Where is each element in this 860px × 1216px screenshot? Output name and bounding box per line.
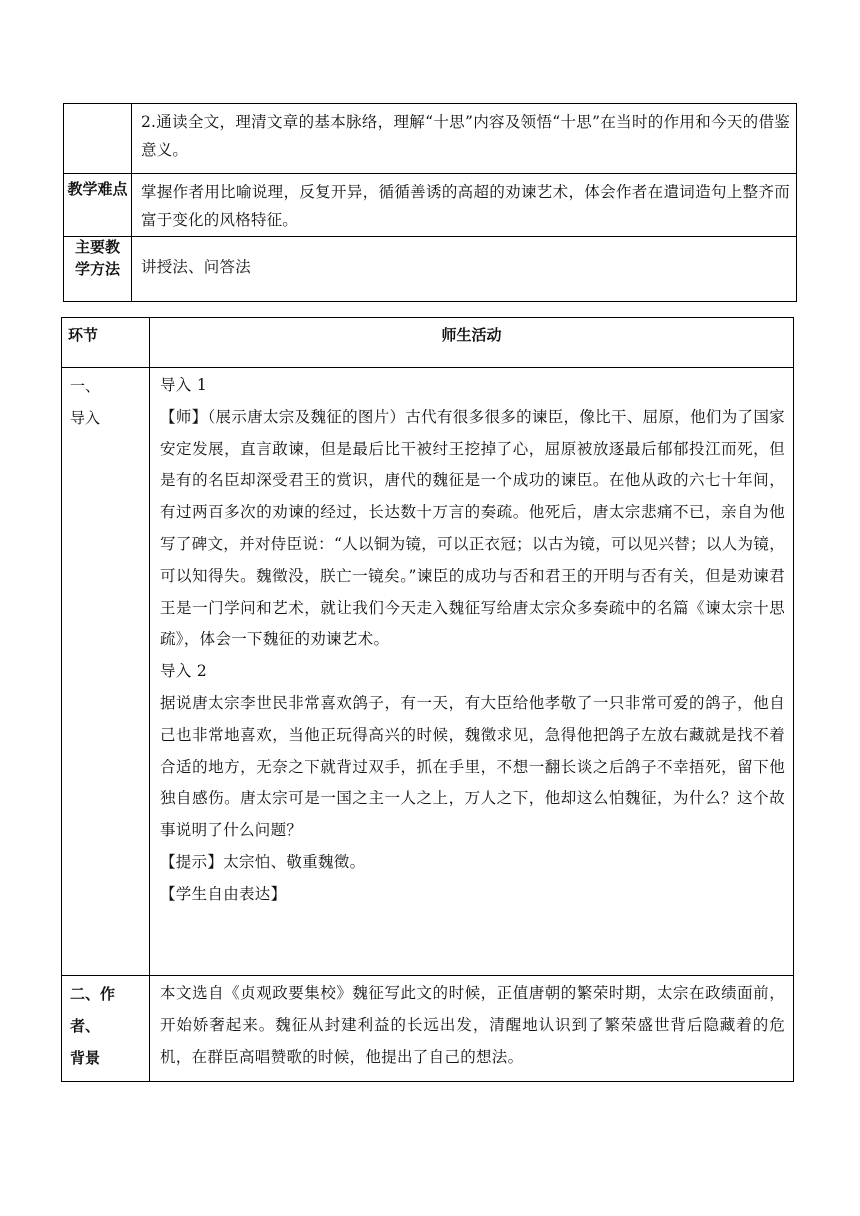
difficulty-label: 教学难点 bbox=[64, 174, 132, 237]
section-intro-row bbox=[62, 368, 794, 976]
objective-content: 2.通读全文，理清文章的基本脉络，理解“十思”内容及领悟“十思”在当时的作用和今天的借鉴意义。 bbox=[132, 104, 797, 174]
stage-header: 环节 bbox=[62, 318, 150, 368]
stage-title: 背景 bbox=[70, 1049, 101, 1067]
objectives-table bbox=[63, 103, 797, 302]
difficulty-content: 掌握作者用比喻说理，反复开异，循循善诱的高超的劝谏艺术，体会作者在遣词造句上整齐而富于变化的风格特征。 bbox=[132, 174, 797, 237]
stage-number: 一、 bbox=[70, 377, 101, 395]
intro-1-text: 【师】（展示唐太宗及魏征的图片）古代有很多很多的谏臣，像比干、屈原，他们为了国家安定发展，直言敢谏，但是最后比干被纣王挖掉了心，屈原被放逐最后郁郁投江而死，但是有的名臣却深受君王的赏识，唐代的魏征是一个成功的谏臣。在他从政的六七十年间，有过两百多次的劝谏的经过，长达数十万言的奏疏。他死后，唐太宗悲痛不已，亲自为他写了碑文，并对侍臣说：“人以铜为镜，可以正衣冠；以古为镜，可以见兴替；以人为镜，可以知得失。魏徵没，朕亡一镜矣。”谏臣的成功与否和君王的开明与否有关，但是劝谏君王是一门学问和艺术，就让我们今天走入魏征写给唐太宗众多奏疏中的名篇《谏太宗十思疏》，体会一下魏征的劝谏艺术。 bbox=[160, 407, 785, 649]
objectives-row bbox=[64, 104, 797, 174]
difficulty-row bbox=[64, 174, 797, 237]
section-background-row bbox=[62, 976, 794, 1082]
stage-title: 导入 bbox=[70, 409, 101, 427]
background-activity bbox=[150, 976, 794, 1082]
hint-text: 【提示】太宗怕、敬重魏徵。 bbox=[160, 852, 366, 871]
stage-background bbox=[62, 976, 150, 1082]
stage-number: 二、作者、 bbox=[70, 985, 116, 1035]
activity-header: 师生活动 bbox=[150, 318, 794, 368]
background-text: 本文选自《贞观政要集校》魏征写此文的时候，正值唐朝的繁荣时期，太宗在政绩面前，开始娇奢起来。魏征从封建利益的长远出发，清醒地认识到了繁荣盛世背后隐藏着的危机，在群臣高唱赞歌的时候，他提出了自己的想法。 bbox=[160, 984, 785, 1066]
activity-table bbox=[61, 317, 794, 1082]
method-row bbox=[64, 237, 797, 302]
method-content: 讲授法、问答法 bbox=[132, 237, 797, 302]
activity-header-row bbox=[62, 318, 794, 368]
row-label-empty bbox=[64, 104, 132, 174]
stage-intro bbox=[62, 368, 150, 976]
intro-2-heading: 导入 2 bbox=[160, 662, 207, 681]
intro-activity bbox=[150, 368, 794, 976]
intro-2-text: 据说唐太宗李世民非常喜欢鸽子，有一天，有大臣给他孝敬了一只非常可爱的鸽子，他自己也非常地喜欢，当他正玩得高兴的时候，魏徵求见，急得他把鸽子左放右藏就是找不着合适的地方，无奈之下就背过双手，抓在手里，不想一翻长谈之后鸽子不幸捂死，留下他独自感伤。唐太宗可是一国之主一人之上，万人之下，他却这么怕魏征，为什么？这个故事说明了什么问题？ bbox=[160, 693, 785, 840]
method-label: 主要教学方法 bbox=[64, 237, 132, 302]
intro-1-heading: 导入 1 bbox=[160, 376, 207, 394]
student-expression: 【学生自由表达】 bbox=[160, 884, 287, 903]
